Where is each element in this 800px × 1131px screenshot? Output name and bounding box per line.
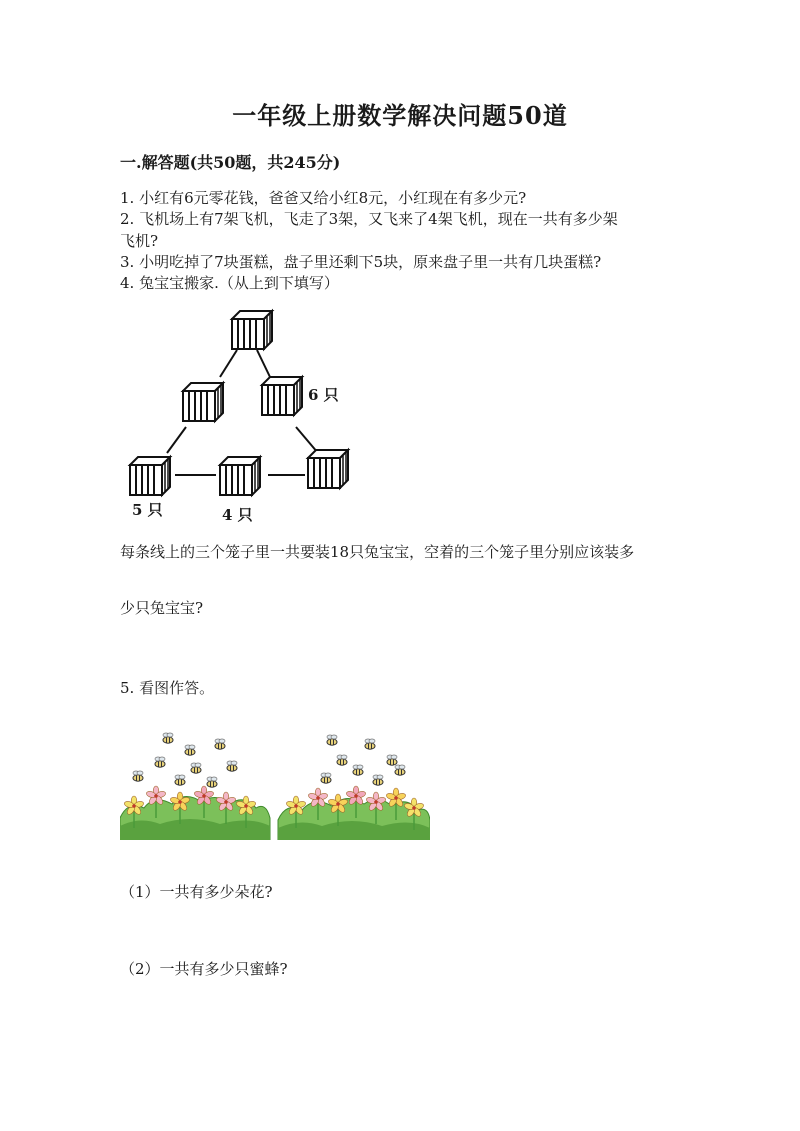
- bee: [327, 735, 337, 745]
- bush-right-shade: [278, 821, 430, 840]
- bee: [175, 775, 185, 785]
- connector-line: [296, 427, 318, 453]
- bee: [191, 763, 201, 773]
- cage-bottom-right: [308, 450, 348, 488]
- bee: [185, 745, 195, 755]
- bee: [163, 733, 173, 743]
- bush-left-shade: [120, 819, 270, 840]
- connector-line: [257, 350, 270, 377]
- question-5-sub-1: （1）一共有多少朵花?: [120, 883, 273, 901]
- rabbit-cage-figure: [120, 305, 355, 523]
- cage-label-6: 6 只: [308, 386, 339, 404]
- bee: [373, 775, 383, 785]
- flowers-bees-figure: [120, 728, 430, 840]
- bee: [395, 765, 405, 775]
- section-heading: 一.解答题(共50题，共245分): [120, 153, 341, 172]
- connector-line: [167, 427, 186, 453]
- cage-label-5: 5 只: [132, 501, 163, 519]
- bee: [227, 761, 237, 771]
- cage-bottom-middle: [220, 457, 260, 495]
- bee: [207, 777, 217, 787]
- page-title: 一年级上册数学解决问题50道: [232, 101, 568, 130]
- bee: [155, 757, 165, 767]
- bee: [215, 739, 225, 749]
- question-5-sub-2: （2）一共有多少只蜜蜂?: [120, 960, 288, 978]
- cage-middle-right: [262, 377, 302, 415]
- connector-line: [220, 350, 237, 377]
- question-2-line-1: 2. 飞机场上有7架飞机，飞走了3架，又飞来了4架飞机，现在一共有多少架: [120, 210, 618, 228]
- bee: [321, 773, 331, 783]
- cage-middle-left: [183, 383, 223, 421]
- cage-bottom-left: [130, 457, 170, 495]
- question-4-text-line-1: 每条线上的三个笼子里一共要装18只兔宝宝，空着的三个笼子里分别应该装多: [120, 543, 635, 561]
- bee: [387, 755, 397, 765]
- question-4-text-line-2: 少只兔宝宝?: [120, 599, 204, 617]
- bee: [353, 765, 363, 775]
- question-3: 3. 小明吃掉了7块蛋糕，盘子里还剩下5块，原来盘子里一共有几块蛋糕?: [120, 253, 602, 271]
- cage-label-4: 4 只: [222, 506, 253, 523]
- bee: [365, 739, 375, 749]
- question-5: 5. 看图作答。: [120, 679, 215, 697]
- question-4: 4. 兔宝宝搬家.（从上到下填写）: [120, 274, 339, 292]
- question-1: 1. 小红有6元零花钱，爸爸又给小红8元，小红现在有多少元?: [120, 189, 527, 207]
- question-2-line-2: 飞机?: [120, 232, 159, 250]
- bee: [133, 771, 143, 781]
- bee: [337, 755, 347, 765]
- cage-top: [232, 311, 272, 349]
